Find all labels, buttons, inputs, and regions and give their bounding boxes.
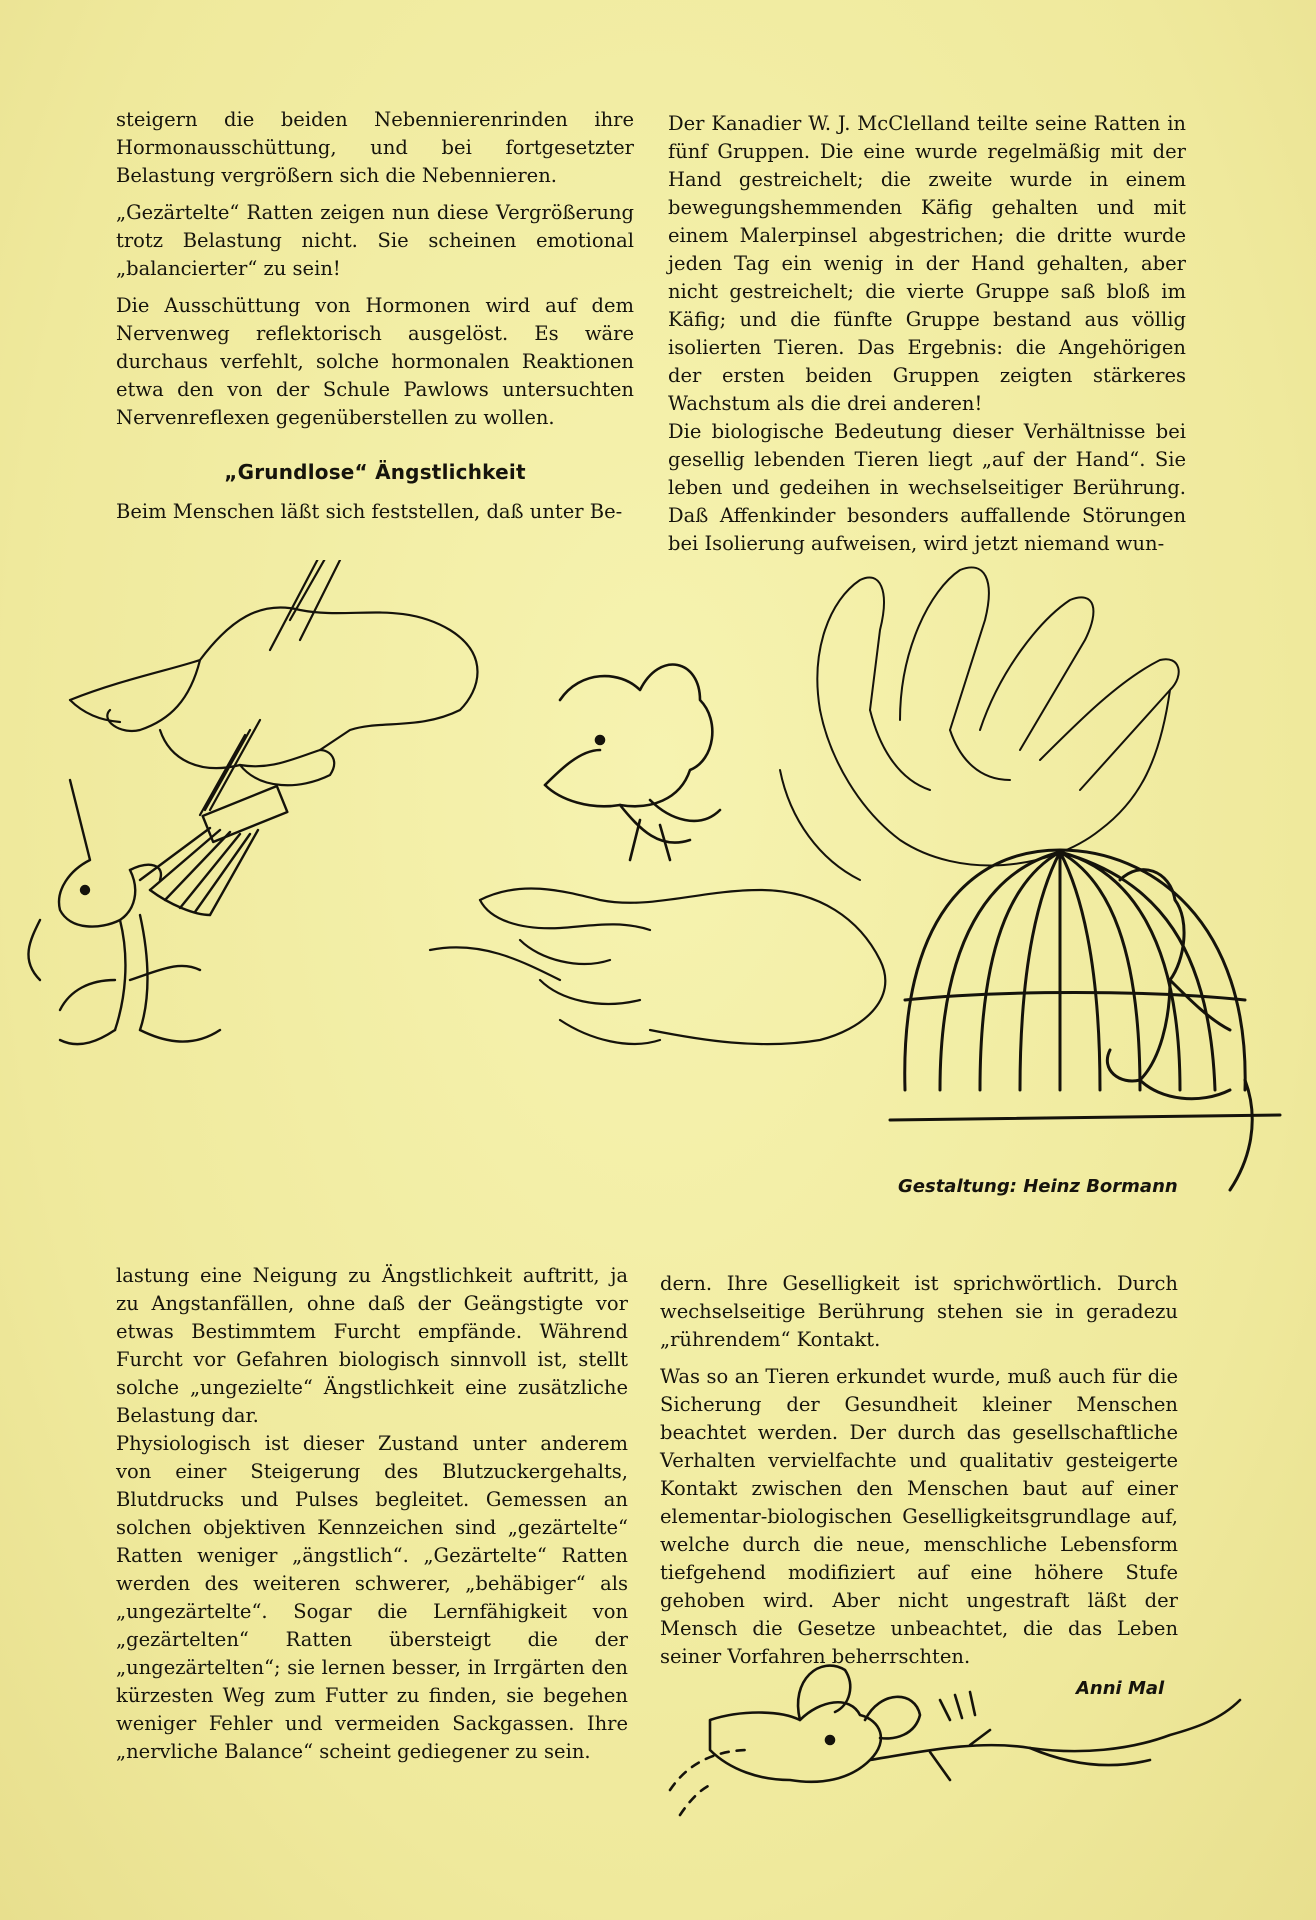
held-rat-drawing: [545, 665, 720, 860]
left-hand-drawing: [70, 560, 478, 815]
rat-cage-drawing: [890, 850, 1280, 1120]
paragraph: lastung eine Neigung zu Ängstlichkeit auftritt, ja zu Angstanfällen, ohne daß der Geängstigte vor etwas Bestimmtem Furcht empfände. Während Furcht vor Gefahren biologisch sinnvoll ist, stellt solche „ungezielte“ Ängstlichkeit eine zusätzliche Belastung dar.: [116, 1264, 628, 1427]
paragraph: Die Ausschüttung von Hormonen wird auf dem Nervenweg reflektorisch ausgelöst. Es wäre durchaus verfehlt, solche hormonalen Reaktionen etwa den von der Schule Pawlows untersuchten Nervenreflexen gegenüberstellen zu wollen.: [116, 294, 634, 429]
paragraph: steigern die beiden Nebennierenrinden ihre Hormonausschüttung, und bei fortgesetzter Belastung vergrößern sich die Nebennieren.: [116, 108, 634, 187]
column-top-right: [668, 110, 1186, 558]
paragraph: „Gezärtelte“ Ratten zeigen nun diese Vergrößerung trotz Belastung nicht. Sie scheinen emotional „balancierter“ zu sein!: [116, 201, 634, 280]
design-credit: Gestaltung: Heinz Bormann: [898, 1176, 1178, 1197]
right-hand-drawing: [780, 567, 1179, 880]
section-subheading: „Grundlose“ Ängstlichkeit: [224, 460, 526, 484]
column-bottom-right: [660, 1270, 1178, 1671]
paragraph: Was so an Tieren erkundet wurde, muß auch für die Sicherung der Gesundheit kleiner Menschen beachtet werden. Der durch das gesellschaftliche Verhalten vervielfachte und qualitativ gesteigerte Kontakt zwischen den Menschen baut auf einer elementar-biologischen Geselligkeitsgrundlage auf, welche durch die neue, menschliche Lebensform tiefgehend modifiziert auf eine höhere Stufe gehoben wird. Aber nicht ungestraft läßt der Mensch die Gesetze unbeachtet, die das Leben seiner Vorfahren beherrschten.: [660, 1365, 1178, 1668]
paragraph: Beim Menschen läßt sich feststellen, daß unter Be-: [116, 500, 623, 523]
hands-and-rats-illustration: [0, 560, 1316, 1200]
paragraph: Physiologisch ist dieser Zustand unter anderem von einer Steigerung des Blutzuckergehalts, Blutdrucks und Pulses begleitet. Gemessen an solchen objektiven Kennzeichen sind „gezärtelte“ Ratten weniger „ängstlich“. „Gezärtelte“ Ratten werden des weiteren schwerer, „behäbiger“ als „ungezärtelte“. Sogar die Lernfähigkeit von „gezärtelten“ Ratten übersteigt die der „ungezärtelten“; sie lernen besser, in Irrgärten den kürzesten Weg zum Futter zu finden, sie begehen weniger Fehler und vermeiden Sackgassen. Ihre „nervliche Balance“ scheint gediegener zu sein.: [116, 1432, 628, 1763]
middle-hand-drawing: [430, 888, 885, 1044]
author-signature: Anni Mal: [1076, 1678, 1165, 1699]
paragraph: dern. Ihre Geselligkeit ist sprichwörtlich. Durch wechselseitige Berührung stehen sie in geradezu „rührendem“ Kontakt.: [660, 1272, 1178, 1351]
running-rat-illustration: [650, 1640, 1250, 1820]
column-bottom-left: [116, 1262, 628, 1766]
paragraph: Der Kanadier W. J. McClelland teilte seine Ratten in fünf Gruppen. Die eine wurde regelmäßig mit der Hand gestreichelt; die zweite wurde in einem bewegungshemmenden Käfig gehalten und mit einem Malerpinsel abgestrichen; die dritte wurde jeden Tag ein wenig in der Hand gehalten, aber nicht gestreichelt; die vierte Gruppe saß bloß im Käfig; und die fünfte Gruppe bestand aus völlig isolierten Tieren. Das Ergebnis: die Angehörigen der ersten beiden Gruppen zeigten stärkeres Wachstum als die drei anderen!: [668, 112, 1186, 415]
column-top-left: [116, 106, 634, 526]
caged-rat-drawing: [1107, 870, 1252, 1190]
paragraph: Die biologische Bedeutung dieser Verhältnisse bei gesellig lebenden Tieren liegt „auf der Hand“. Sie leben und gedeihen in wechselseitiger Berührung. Daß Affenkinder besonders auffallende Störungen bei Isolierung aufweisen, wird jetzt niemand wun-: [668, 420, 1186, 555]
